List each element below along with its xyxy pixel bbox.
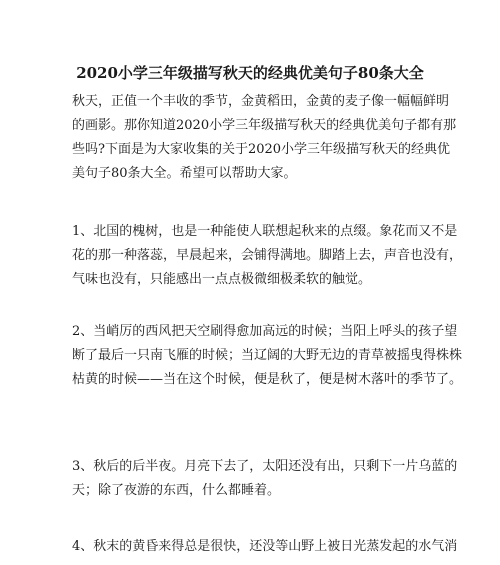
text-line: 气味也没有，只能感出一点点极微细极柔软的触觉。 — [72, 272, 372, 287]
text-line: 1、北国的槐树，也是一种能使人联想起秋来的点缀。象花而又不是 — [72, 224, 458, 239]
intro-paragraph — [72, 90, 457, 186]
text-line: 天；除了夜游的东西，什么都睡着。 — [72, 483, 281, 498]
text-line: 3、秋后的后半夜。月亮下去了，太阳还没有出，只剩下一片乌蓝的 — [72, 459, 458, 474]
text-line: 的画影。那你知道2020小学三年级描写秋天的经典优美句子都有那 — [72, 118, 457, 133]
paragraph-3 — [72, 455, 458, 503]
document-title: 2020小学三年级描写秋天的经典优美句子80条大全 — [76, 64, 424, 82]
paragraph-2 — [72, 320, 463, 392]
text-line: 2、当峭厉的西风把天空刷得愈加高远的时候；当阳上呼头的孩子望 — [72, 324, 458, 339]
text-line: 花的那一种落蕊，早晨起来，会铺得满地。脚踏上去，声音也没有， — [72, 248, 463, 263]
text-line: 秋天，正值一个丰收的季节，金黄稻田，金黄的麦子像一幅幅鲜明 — [72, 94, 450, 109]
paragraph-1 — [72, 220, 463, 292]
text-line: 4、秋末的黄昏来得总是很快，还没等山野上被日光蒸发起的水气消 — [72, 539, 458, 554]
text-line: 断了最后一只南飞雁的时候；当辽阔的大野无边的青草被摇曳得株株 — [72, 348, 463, 363]
text-line: 美句子80条大全。希望可以帮助大家。 — [72, 166, 297, 181]
paragraph-4 — [72, 535, 458, 559]
text-line: 枯黄的时候——当在这个时候，便是秋了，便是树木落叶的季节了。 — [72, 372, 463, 387]
text-line: 些吗?下面是为大家收集的关于2020小学三年级描写秋天的经典优 — [72, 142, 451, 157]
